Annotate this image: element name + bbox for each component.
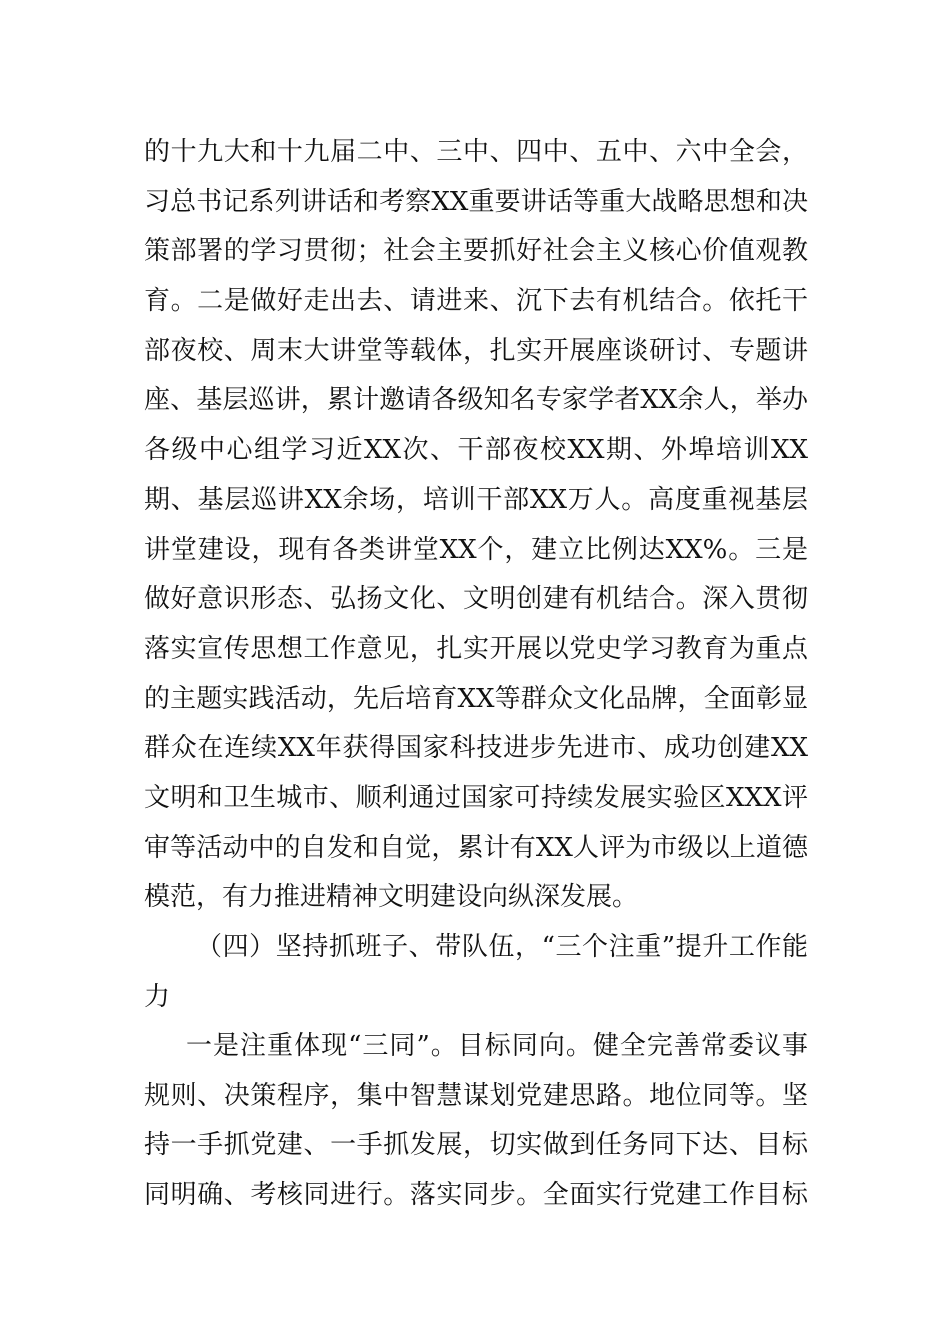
text-line: 讲堂建设，现有各类讲堂XX个，建立比例达XX%。三是: [144, 534, 808, 565]
text-line: 策部署的学习贯彻；社会主要抓好社会主义核心价值观教: [144, 236, 808, 267]
text-line: 育。二是做好走出去、请进来、沉下去有机结合。依托干: [144, 286, 808, 317]
paragraph-next: [144, 1022, 808, 1221]
text-line: 同明确、考核同进行。落实同步。全面实行党建工作目标: [144, 1180, 808, 1211]
paragraph-continued: [144, 128, 808, 923]
text-line: 群众在连续XX年获得国家科技进步先进市、成功创建XX: [144, 733, 808, 764]
text-line: 规则、决策程序，集中智慧谋划党建思路。地位同等。坚: [144, 1080, 808, 1111]
text-line: 审等活动中的自发和自觉，累计有XX人评为市级以上道德: [144, 832, 808, 863]
text-line: 的主题实践活动，先后培育XX等群众文化品牌，全面彰显: [144, 683, 808, 714]
text-line: 期、基层巡讲XX余场，培训干部XX万人。高度重视基层: [144, 484, 808, 515]
heading-line: （四）坚持抓班子、带队伍，“三个注重”提升工作能: [196, 932, 808, 962]
text-line: 部夜校、周末大讲堂等载体，扎实开展座谈研讨、专题讲: [144, 335, 808, 366]
text-line: 文明和卫生城市、顺利通过国家可持续发展实验区XXX评: [144, 782, 808, 813]
text-line: 各级中心组学习近XX次、干部夜校XX期、外埠培训XX: [144, 435, 808, 466]
text-line: 持一手抓党建、一手抓发展，切实做到任务同下达、目标: [144, 1130, 808, 1161]
text-line: 模范，有力推进精神文明建设向纵深发展。: [144, 882, 639, 913]
text-line: 的十九大和十九届二中、三中、四中、五中、六中全会，: [144, 137, 808, 167]
text-line: 落实宣传思想工作意见，扎实开展以党史学习教育为重点: [144, 633, 808, 664]
text-line: 做好意识形态、弘扬文化、文明创建有机结合。深入贯彻: [144, 584, 808, 615]
text-line: 习总书记系列讲话和考察XX重要讲话等重大战略思想和决: [144, 186, 808, 217]
text-line: 座、基层巡讲，累计邀请各级知名专家学者XX余人，举办: [144, 385, 808, 416]
text-line: 一是注重体现“三同”。目标同向。健全完善常委议事: [186, 1031, 808, 1061]
heading-line: 力: [144, 981, 171, 1012]
section-heading: [144, 923, 808, 1022]
